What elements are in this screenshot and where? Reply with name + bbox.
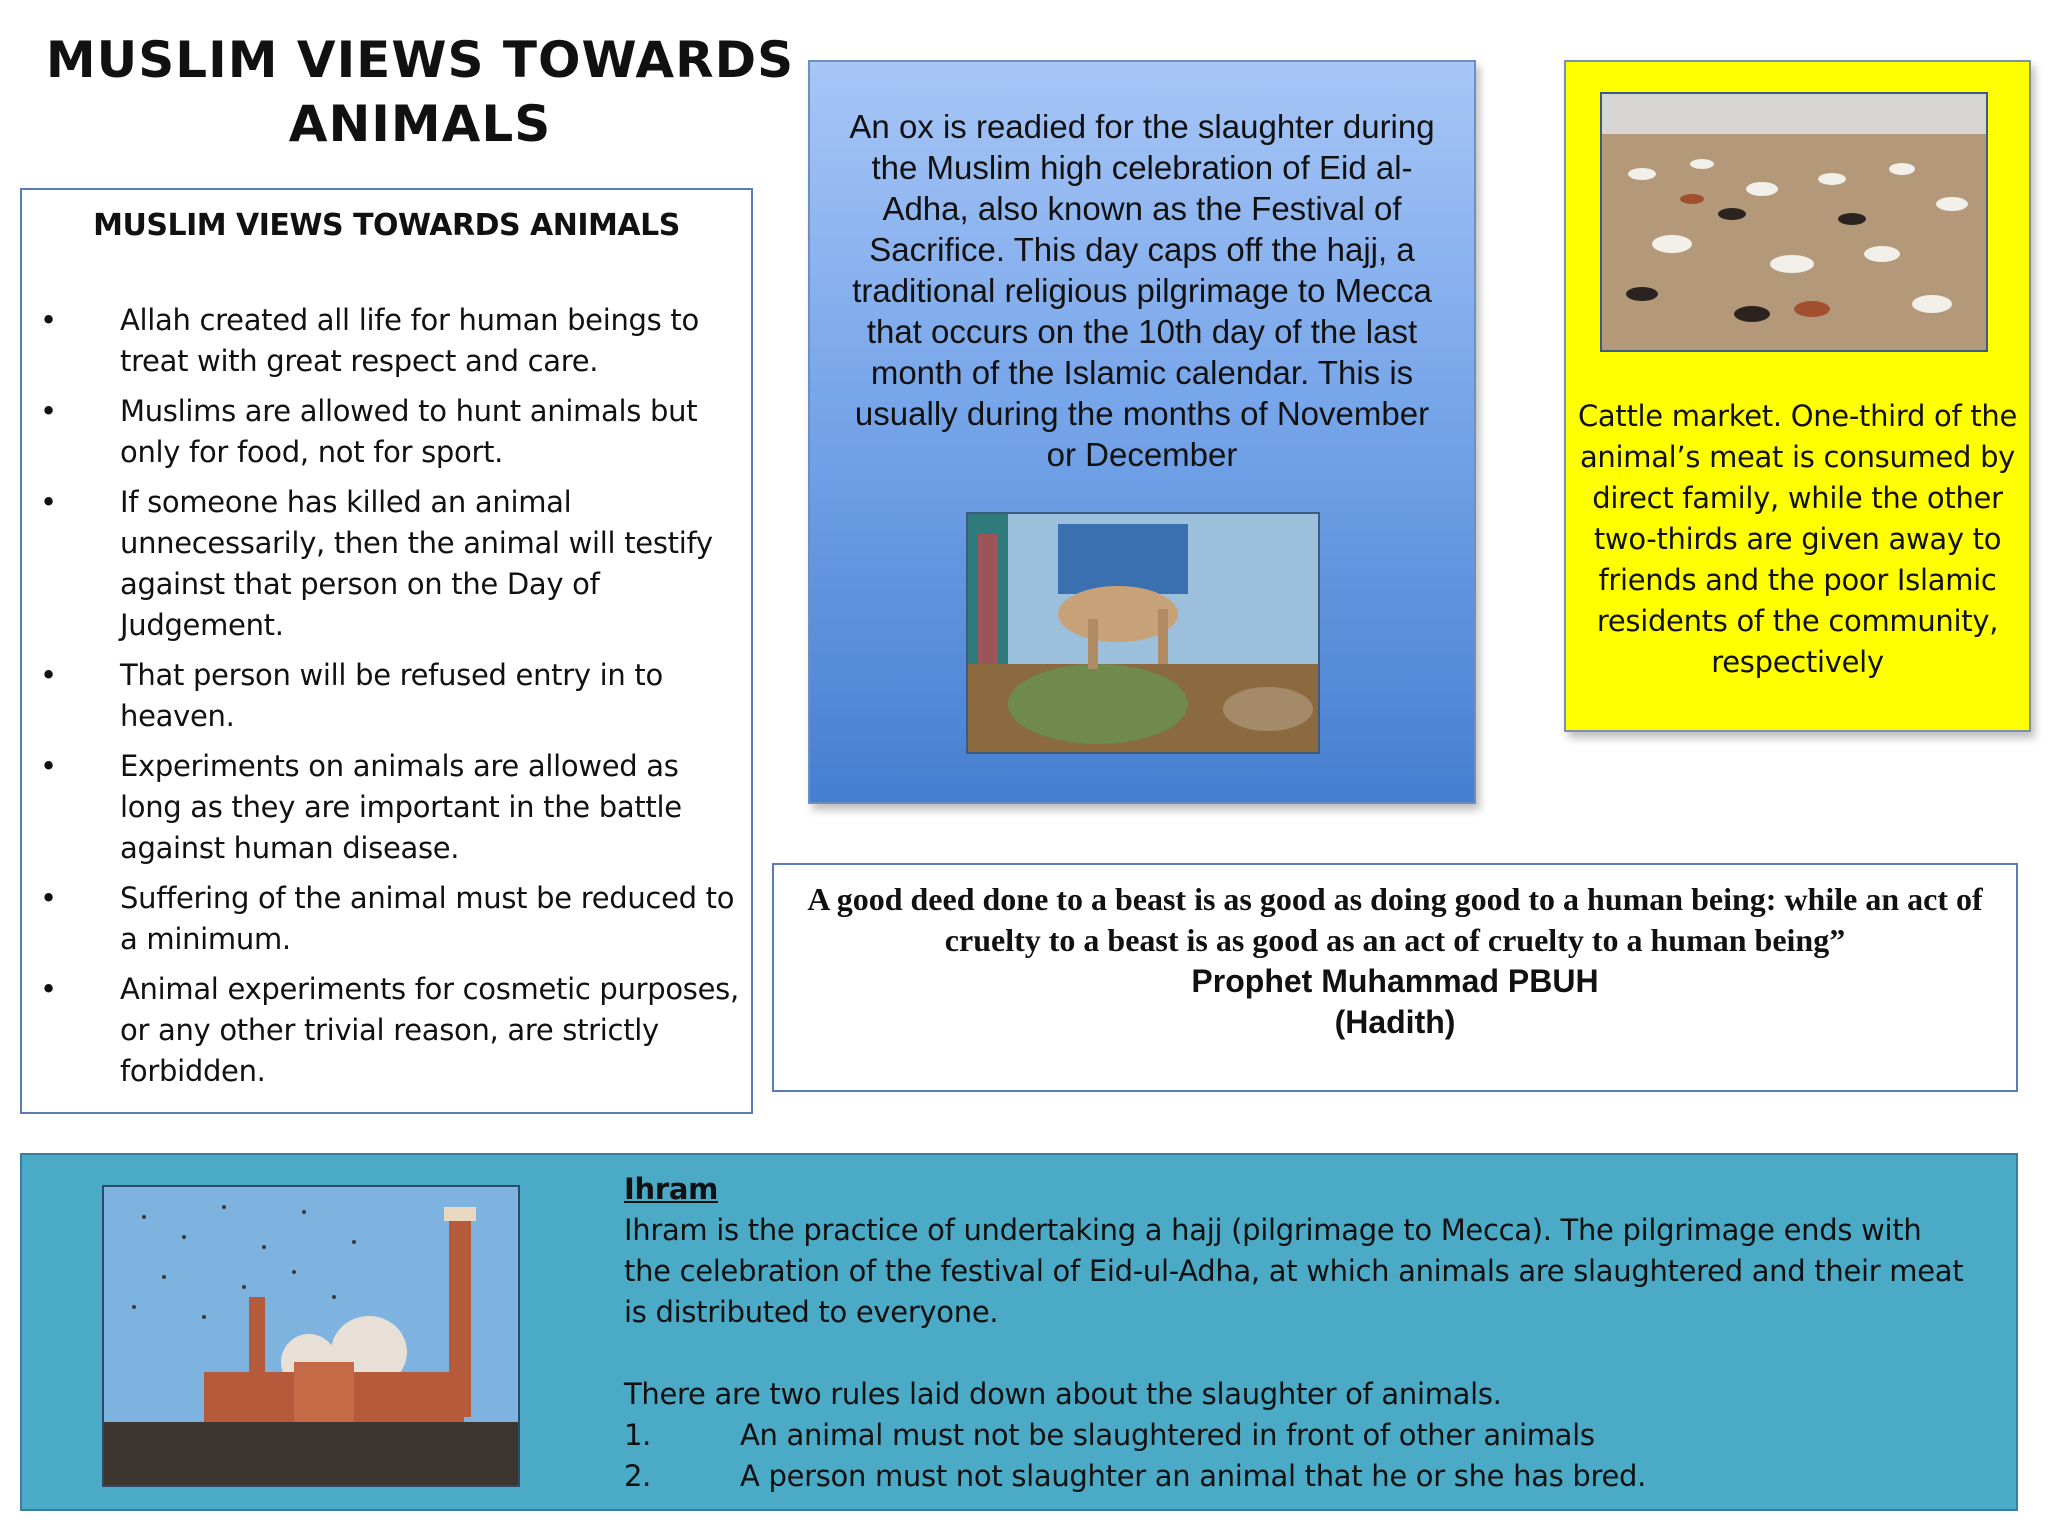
rule-text: A person must not slaughter an animal that he or she has bred.	[740, 1459, 1647, 1493]
rule-number: 2.	[624, 1459, 652, 1493]
ox-photo	[966, 512, 1320, 754]
bullet-icon: •	[40, 303, 57, 337]
list-item: • That person will be refused entry in to heaven.	[22, 655, 739, 737]
bullet-icon: •	[40, 749, 57, 783]
cattle-caption: Cattle market. One-third of the animal’s meat is consumed by direct family, while the other two-thirds are given away to friends and the poor Islamic residents of the community, respectively	[1577, 399, 2018, 679]
eid-panel	[808, 60, 1476, 804]
rules-intro: There are two rules laid down about the slaughter of animals.	[624, 1377, 1502, 1411]
hadith-quote: A good deed done to a beast is as good as doing good to a human being: while an act of cruelty to a beast is as good as an act of cruelty to a human being”	[807, 881, 1983, 958]
ihram-paragraph: Ihram is the practice of undertaking a hajj (pilgrimage to Mecca). The pilgrimage ends with the celebration of the festival of Eid-ul-Adha, at which animals are slaughtered and their meat is distributed to everyone.	[624, 1213, 1964, 1329]
mosque-photo	[102, 1185, 520, 1487]
ihram-text	[624, 1169, 1976, 1497]
views-panel	[20, 188, 753, 1114]
list-item: • Muslims are allowed to hunt animals but only for food, not for sport.	[22, 391, 739, 473]
list-item: • Suffering of the animal must be reduced to a minimum.	[22, 878, 739, 960]
rule-number: 1.	[624, 1418, 652, 1452]
eid-description: An ox is readied for the slaughter during the Muslim high celebration of Eid al-Adha, also known as the Festival of Sacrifice. This day caps off the hajj, a traditional religious pilgrimage to Mecca that occurs on the 10th day of the last month of the Islamic calendar. This is usually during the months of November or December	[849, 108, 1435, 473]
page-title: MUSLIM VIEWS TOWARDS ANIMALS	[45, 31, 795, 153]
bullet-icon: •	[40, 881, 57, 915]
rule-item	[624, 1456, 1976, 1497]
ihram-title: Ihram	[624, 1172, 719, 1206]
bullet-icon: •	[40, 485, 57, 519]
rule-item	[624, 1415, 1976, 1456]
list-item: • Experiments on animals are allowed as long as they are important in the battle against human disease.	[22, 746, 739, 869]
rule-text: An animal must not be slaughtered in front of other animals	[740, 1418, 1595, 1452]
bullet-icon: •	[40, 972, 57, 1006]
list-item: • Animal experiments for cosmetic purposes, or any other trivial reason, are strictly forbidden.	[22, 969, 739, 1092]
list-item: • If someone has killed an animal unnecessarily, then the animal will testify against that person on the Day of Judgement.	[22, 482, 739, 646]
bullet-icon: •	[40, 394, 57, 428]
views-heading: MUSLIM VIEWS TOWARDS ANIMALS	[93, 208, 680, 243]
hadith-panel	[772, 863, 2018, 1092]
cattle-panel	[1564, 60, 2031, 732]
ihram-panel	[20, 1153, 2018, 1511]
hadith-source: (Hadith)	[1334, 1004, 1456, 1040]
list-item: • Allah created all life for human beings to treat with great respect and care.	[22, 300, 739, 382]
views-list	[22, 300, 739, 1101]
bullet-icon: •	[40, 658, 57, 692]
hadith-attribution: Prophet Muhammad PBUH	[1191, 963, 1599, 999]
cattle-market-photo	[1600, 92, 1988, 352]
